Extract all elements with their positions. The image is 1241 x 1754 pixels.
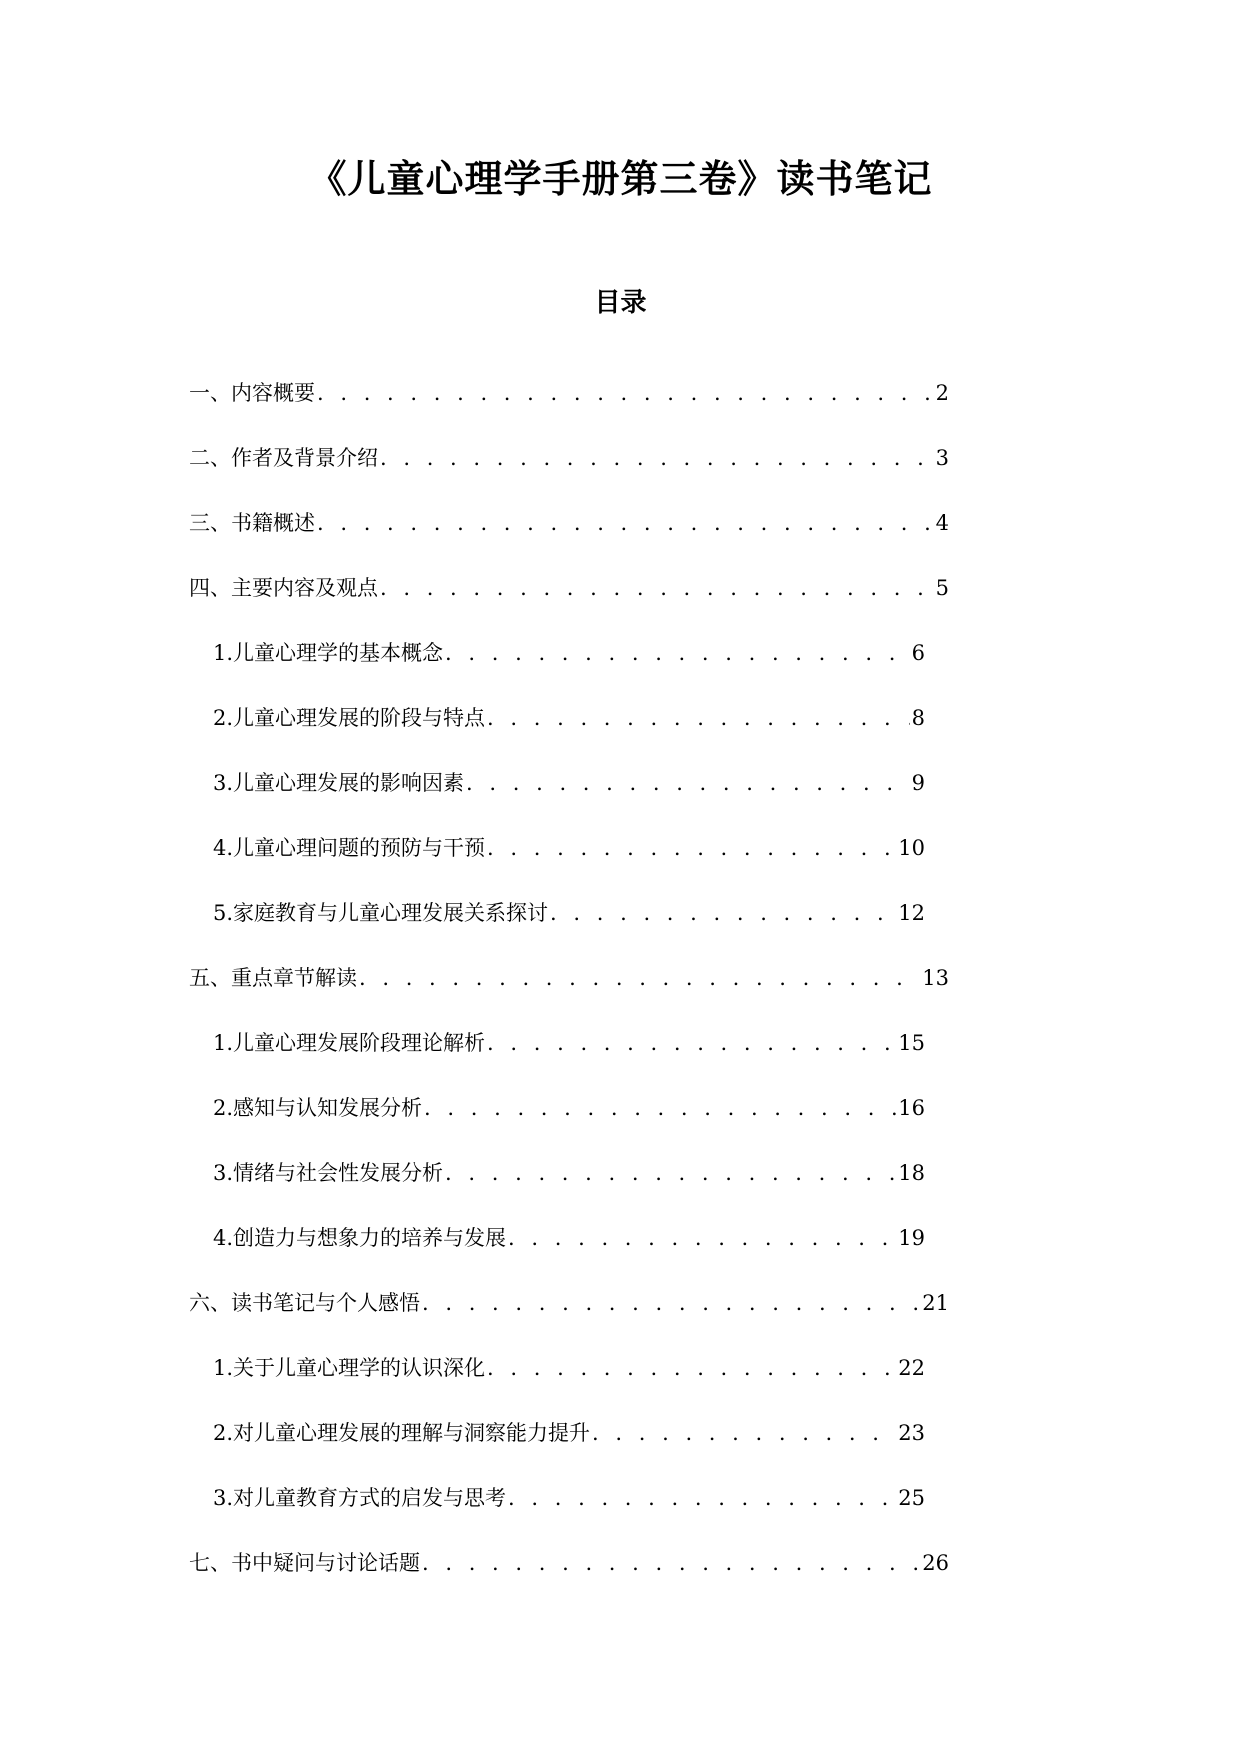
dot-leader: [464, 770, 910, 796]
toc-entry-page: 5: [935, 576, 949, 600]
toc-entry[interactable]: [189, 1550, 949, 1615]
toc-entry-label: 三、书籍概述: [189, 511, 315, 535]
toc-subentry[interactable]: [189, 1485, 925, 1550]
dot-leader: [315, 380, 934, 406]
toc-subentry-page: 6: [911, 641, 925, 665]
dot-leader: [590, 1420, 896, 1446]
toc-entry[interactable]: [189, 445, 949, 510]
dot-leader: [315, 510, 934, 536]
dot-leader: [357, 965, 920, 991]
toc-subentry-number: 3.: [213, 771, 234, 795]
dot-leader: [443, 640, 910, 666]
toc-subentry[interactable]: [189, 1095, 925, 1160]
toc-entry-label: 一、内容概要: [189, 381, 315, 405]
toc-subentry-label: 关于儿童心理学的认识深化: [233, 1356, 486, 1380]
toc-subentry-label: 儿童心理学的基本概念: [233, 641, 444, 665]
toc-subentry[interactable]: [189, 1030, 925, 1095]
dot-leader: [506, 1485, 896, 1511]
dot-leader: [506, 1225, 896, 1251]
dot-leader: [443, 1160, 896, 1186]
toc-entry-page: 3: [935, 446, 949, 470]
toc-subentry-number: 4.: [213, 1226, 234, 1250]
toc-entry-page: 2: [935, 381, 949, 405]
toc-subentry-page: 18: [898, 1161, 925, 1185]
dot-leader: [378, 445, 934, 471]
toc-subentry-page: 23: [898, 1421, 925, 1445]
toc-subentry-number: 3.: [213, 1486, 234, 1510]
toc-subentry-label: 情绪与社会性发展分析: [233, 1161, 444, 1185]
toc-subentry-label: 儿童心理问题的预防与干预: [233, 836, 486, 860]
toc-subentry-label: 对儿童心理发展的理解与洞察能力提升: [233, 1421, 591, 1445]
dot-leader: [485, 1030, 896, 1056]
dot-leader: [420, 1550, 920, 1576]
dot-leader: [485, 705, 910, 731]
toc-subentry-label: 儿童心理发展的阶段与特点: [233, 706, 486, 730]
dot-leader: [422, 1095, 896, 1121]
toc-subentry-page: 10: [898, 836, 925, 860]
toc-subentry-page: 25: [898, 1486, 925, 1510]
toc-subentry-number: 1.: [213, 641, 234, 665]
toc-entry-page: 4: [935, 511, 949, 535]
toc-subentry[interactable]: [189, 1225, 925, 1290]
document-title: 《儿童心理学手册第三卷》读书笔记: [308, 157, 933, 201]
dot-leader: [485, 835, 896, 861]
toc-subentry-number: 1.: [213, 1031, 234, 1055]
toc-subentry-page: 15: [898, 1031, 925, 1055]
dot-leader: [420, 1290, 920, 1316]
toc-subentry-label: 家庭教育与儿童心理发展关系探讨: [233, 901, 549, 925]
toc-subentry[interactable]: [189, 1355, 925, 1420]
toc-entry-page: 21: [922, 1291, 949, 1315]
toc-entry-label: 六、读书笔记与个人感悟: [189, 1291, 420, 1315]
toc-subentry[interactable]: [189, 705, 925, 770]
toc-subentry-label: 儿童心理发展阶段理论解析: [233, 1031, 486, 1055]
toc-entry[interactable]: [189, 510, 949, 575]
toc-subentry-label: 创造力与想象力的培养与发展: [233, 1226, 507, 1250]
toc-entry[interactable]: [189, 965, 949, 1030]
toc-subentry-label: 儿童心理发展的影响因素: [233, 771, 465, 795]
toc-entry-label: 五、重点章节解读: [189, 966, 357, 990]
toc-subentry-number: 2.: [213, 706, 234, 730]
dot-leader: [378, 575, 934, 601]
toc-heading: 目录: [594, 288, 647, 318]
toc-entry-page: 26: [922, 1551, 949, 1575]
toc-subentry[interactable]: [189, 640, 925, 705]
toc-entry-page: 13: [922, 966, 949, 990]
toc-subentry-page: 22: [898, 1356, 925, 1380]
toc-subentry-number: 1.: [213, 1356, 234, 1380]
toc-subentry-page: 9: [911, 771, 925, 795]
table-of-contents: [189, 380, 949, 1615]
toc-subentry[interactable]: [189, 1420, 925, 1485]
toc-subentry[interactable]: [189, 835, 925, 900]
toc-entry-label: 四、主要内容及观点: [189, 576, 378, 600]
toc-subentry-number: 4.: [213, 836, 234, 860]
toc-subentry-label: 感知与认知发展分析: [233, 1096, 423, 1120]
toc-subentry-page: 16: [898, 1096, 925, 1120]
toc-subentry[interactable]: [189, 1160, 925, 1225]
toc-subentry-number: 2.: [213, 1421, 234, 1445]
toc-entry[interactable]: [189, 1290, 949, 1355]
toc-subentry-page: 19: [898, 1226, 925, 1250]
toc-subentry-number: 3.: [213, 1161, 234, 1185]
toc-subentry-page: 8: [911, 706, 925, 730]
dot-leader: [548, 900, 896, 926]
toc-subentry-label: 对儿童教育方式的启发与思考: [233, 1486, 507, 1510]
toc-entry-label: 七、书中疑问与讨论话题: [189, 1551, 420, 1575]
toc-subentry-number: 2.: [213, 1096, 234, 1120]
toc-entry[interactable]: [189, 380, 949, 445]
toc-entry[interactable]: [189, 575, 949, 640]
toc-entry-label: 二、作者及背景介绍: [189, 446, 378, 470]
toc-subentry[interactable]: [189, 770, 925, 835]
toc-subentry-number: 5.: [213, 901, 234, 925]
toc-subentry-page: 12: [898, 901, 925, 925]
dot-leader: [485, 1355, 896, 1381]
toc-subentry[interactable]: [189, 900, 925, 965]
